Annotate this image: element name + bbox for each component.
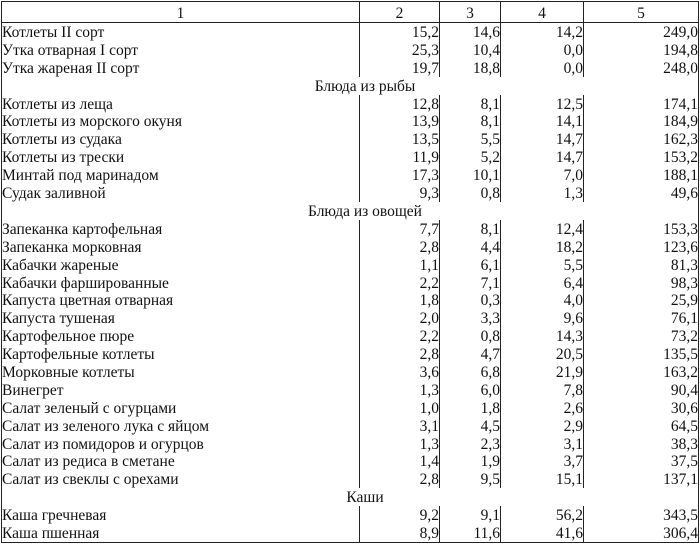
carbs-cell: 14,7: [501, 148, 584, 166]
carbs-cell: 0,0: [501, 41, 584, 59]
energy-cell: 184,9: [584, 113, 699, 131]
protein-cell: 1,3: [360, 381, 440, 399]
table-row: [2, 113, 699, 131]
table-row: [2, 184, 699, 202]
dish-name-cell: Салат зеленый с огурцами: [2, 399, 360, 417]
protein-cell: 1,1: [360, 256, 440, 274]
fat-cell: 8,1: [440, 220, 501, 238]
dish-name-cell: Салат из свеклы с орехами: [2, 470, 360, 488]
energy-cell: 153,3: [584, 220, 699, 238]
carbs-cell: 2,6: [501, 399, 584, 417]
table-row: [2, 363, 699, 381]
table-row: [2, 470, 699, 488]
dish-name-cell: Утка жареная II сорт: [2, 59, 360, 77]
protein-cell: 13,9: [360, 113, 440, 131]
table-row: [2, 220, 699, 238]
table-row: [2, 256, 699, 274]
protein-cell: 2,8: [360, 470, 440, 488]
carbs-cell: 15,1: [501, 470, 584, 488]
fat-cell: 9,5: [440, 470, 501, 488]
table-row: [2, 381, 699, 399]
protein-cell: 19,7: [360, 59, 440, 77]
protein-cell: 11,9: [360, 148, 440, 166]
carbs-cell: 6,4: [501, 274, 584, 292]
protein-cell: 3,6: [360, 363, 440, 381]
fat-cell: 8,1: [440, 95, 501, 113]
energy-cell: 163,2: [584, 363, 699, 381]
table-row: [2, 166, 699, 184]
table-row: [2, 148, 699, 166]
fat-cell: 7,1: [440, 274, 501, 292]
dish-name-cell: Котлеты из судака: [2, 130, 360, 148]
dish-name-cell: Котлеты из морского окуня: [2, 113, 360, 131]
dish-name-cell: Салат из редиса в сметане: [2, 453, 360, 471]
carbs-cell: 12,5: [501, 95, 584, 113]
fat-cell: 11,6: [440, 524, 501, 542]
fat-cell: 9,1: [440, 506, 501, 524]
header-row: [2, 2, 699, 23]
fat-cell: 0,3: [440, 292, 501, 310]
fat-cell: 14,6: [440, 23, 501, 41]
carbs-cell: 4,0: [501, 292, 584, 310]
table-row: [2, 327, 699, 345]
table-row: [2, 238, 699, 256]
protein-cell: 12,8: [360, 95, 440, 113]
energy-cell: 37,5: [584, 453, 699, 471]
dish-name-cell: Салат из зеленого лука с яйцом: [2, 417, 360, 435]
fat-cell: 6,8: [440, 363, 501, 381]
protein-cell: 3,1: [360, 417, 440, 435]
energy-cell: 64,5: [584, 417, 699, 435]
energy-cell: 135,5: [584, 345, 699, 363]
dish-name-cell: Кабачки жареные: [2, 256, 360, 274]
energy-cell: 137,1: [584, 470, 699, 488]
energy-cell: 249,0: [584, 23, 699, 41]
energy-cell: 76,1: [584, 309, 699, 327]
table-row: [2, 95, 699, 113]
dish-name-cell: Судак заливной: [2, 184, 360, 202]
protein-cell: 9,2: [360, 506, 440, 524]
carbs-cell: 41,6: [501, 524, 584, 542]
fat-cell: 3,3: [440, 309, 501, 327]
fat-cell: 0,8: [440, 184, 501, 202]
protein-cell: 15,2: [360, 23, 440, 41]
table-row: [2, 453, 699, 471]
dish-name-cell: Запеканка картофельная: [2, 220, 360, 238]
table-row: [2, 435, 699, 453]
carbs-cell: 3,1: [501, 435, 584, 453]
dish-name-cell: Винегрет: [2, 381, 360, 399]
dish-name-cell: Каша гречневая: [2, 506, 360, 524]
fat-cell: 4,4: [440, 238, 501, 256]
carbs-cell: 14,3: [501, 327, 584, 345]
dish-name-cell: Морковные котлеты: [2, 363, 360, 381]
energy-cell: 194,8: [584, 41, 699, 59]
nutrition-table: [1, 1, 699, 543]
dish-name-cell: Каша пшенная: [2, 524, 360, 542]
section-title: Блюда из овощей: [308, 203, 422, 221]
table-row: [2, 345, 699, 363]
carbs-cell: 1,3: [501, 184, 584, 202]
section-title: Каши: [346, 489, 384, 507]
section-row: [2, 202, 699, 220]
carbs-cell: 12,4: [501, 220, 584, 238]
carbs-cell: 7,8: [501, 381, 584, 399]
energy-cell: 73,2: [584, 327, 699, 345]
table-row: [2, 274, 699, 292]
dish-name-cell: Минтай под маринадом: [2, 166, 360, 184]
energy-cell: 38,3: [584, 435, 699, 453]
energy-cell: 153,2: [584, 148, 699, 166]
protein-cell: 2,0: [360, 309, 440, 327]
dish-name-cell: Котлеты II сорт: [2, 23, 360, 41]
protein-cell: 1,4: [360, 453, 440, 471]
protein-cell: 25,3: [360, 41, 440, 59]
protein-cell: 1,3: [360, 435, 440, 453]
fat-cell: 18,8: [440, 59, 501, 77]
protein-cell: 2,2: [360, 274, 440, 292]
dish-name-cell: Запеканка морковная: [2, 238, 360, 256]
protein-cell: 13,5: [360, 130, 440, 148]
table-body: [2, 23, 699, 543]
dish-name-cell: Утка отварная I сорт: [2, 41, 360, 59]
carbs-cell: 0,0: [501, 59, 584, 77]
fat-cell: 4,7: [440, 345, 501, 363]
fat-cell: 10,1: [440, 166, 501, 184]
energy-cell: 162,3: [584, 130, 699, 148]
energy-cell: 30,6: [584, 399, 699, 417]
protein-cell: 8,9: [360, 524, 440, 542]
dish-name-cell: Картофельное пюре: [2, 327, 360, 345]
protein-cell: 1,0: [360, 399, 440, 417]
protein-cell: 1,8: [360, 292, 440, 310]
energy-cell: 174,1: [584, 95, 699, 113]
energy-cell: 98,3: [584, 274, 699, 292]
fat-cell: 6,0: [440, 381, 501, 399]
carbs-cell: 18,2: [501, 238, 584, 256]
fat-cell: 0,8: [440, 327, 501, 345]
energy-cell: 81,3: [584, 256, 699, 274]
header-col-1: 1: [2, 2, 360, 23]
table-row: [2, 399, 699, 417]
carbs-cell: 2,9: [501, 417, 584, 435]
header-col-3: 3: [440, 2, 501, 23]
energy-cell: 306,4: [584, 524, 699, 542]
protein-cell: 7,7: [360, 220, 440, 238]
dish-name-cell: Котлеты из трески: [2, 148, 360, 166]
fat-cell: 5,2: [440, 148, 501, 166]
protein-cell: 2,8: [360, 238, 440, 256]
header-col-5: 5: [584, 2, 699, 23]
carbs-cell: 14,7: [501, 130, 584, 148]
dish-name-cell: Кабачки фаршированные: [2, 274, 360, 292]
header-col-2: 2: [360, 2, 440, 23]
protein-cell: 17,3: [360, 166, 440, 184]
protein-cell: 9,3: [360, 184, 440, 202]
dish-name-cell: Картофельные котлеты: [2, 345, 360, 363]
section-row: [2, 488, 699, 506]
carbs-cell: 14,2: [501, 23, 584, 41]
fat-cell: 2,3: [440, 435, 501, 453]
carbs-cell: 56,2: [501, 506, 584, 524]
energy-cell: 123,6: [584, 238, 699, 256]
table-row: [2, 130, 699, 148]
section-row: [2, 77, 699, 95]
carbs-cell: 21,9: [501, 363, 584, 381]
dish-name-cell: Капуста тушеная: [2, 309, 360, 327]
table-row: [2, 524, 699, 542]
energy-cell: 49,6: [584, 184, 699, 202]
table-row: [2, 59, 699, 77]
carbs-cell: 3,7: [501, 453, 584, 471]
table-row: [2, 506, 699, 524]
carbs-cell: 5,5: [501, 256, 584, 274]
energy-cell: 248,0: [584, 59, 699, 77]
table-row: [2, 23, 699, 41]
section-title: Блюда из рыбы: [314, 77, 416, 95]
energy-cell: 188,1: [584, 166, 699, 184]
table-row: [2, 309, 699, 327]
fat-cell: 4,5: [440, 417, 501, 435]
carbs-cell: 9,6: [501, 309, 584, 327]
protein-cell: 2,8: [360, 345, 440, 363]
fat-cell: 1,9: [440, 453, 501, 471]
dish-name-cell: Котлеты из леща: [2, 95, 360, 113]
table-row: [2, 292, 699, 310]
carbs-cell: 20,5: [501, 345, 584, 363]
energy-cell: 343,5: [584, 506, 699, 524]
energy-cell: 90,4: [584, 381, 699, 399]
table-row: [2, 41, 699, 59]
fat-cell: 10,4: [440, 41, 501, 59]
table-row: [2, 417, 699, 435]
fat-cell: 8,1: [440, 113, 501, 131]
fat-cell: 5,5: [440, 130, 501, 148]
dish-name-cell: Салат из помидоров и огурцов: [2, 435, 360, 453]
protein-cell: 2,2: [360, 327, 440, 345]
carbs-cell: 7,0: [501, 166, 584, 184]
dish-name-cell: Капуста цветная отварная: [2, 292, 360, 310]
energy-cell: 25,9: [584, 292, 699, 310]
header-col-4: 4: [501, 2, 584, 23]
fat-cell: 1,8: [440, 399, 501, 417]
fat-cell: 6,1: [440, 256, 501, 274]
carbs-cell: 14,1: [501, 113, 584, 131]
